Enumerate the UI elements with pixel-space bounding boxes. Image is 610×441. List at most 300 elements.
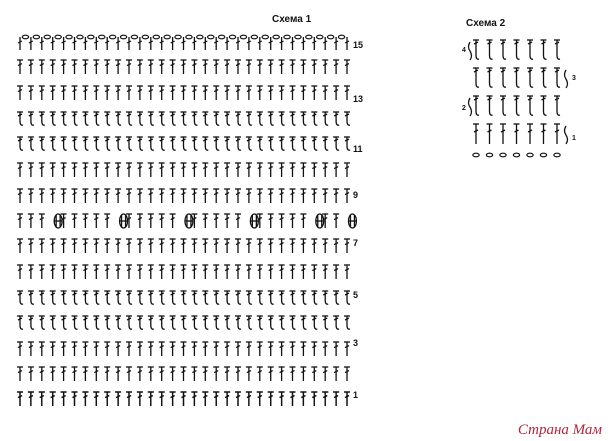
relief-stitch (554, 40, 560, 59)
relief-stitch (39, 291, 45, 304)
relief-stitch (61, 316, 67, 329)
dc-stitch (50, 189, 56, 203)
dc-stitch (50, 392, 56, 406)
dc-stitch (181, 342, 187, 356)
relief-stitch (191, 137, 197, 150)
relief-stitch (311, 112, 317, 125)
dc-stitch (257, 367, 263, 381)
dc-stitch (137, 86, 143, 100)
dc-stitch (246, 392, 252, 406)
relief-stitch (115, 291, 121, 304)
relief-stitch (126, 291, 132, 304)
dc-stitch (159, 342, 165, 356)
relief-stitch (235, 112, 241, 125)
relief-stitch (159, 112, 165, 125)
relief-stitch (344, 137, 350, 150)
dc-stitch (202, 392, 208, 406)
relief-stitch (202, 112, 208, 125)
dc-stitch (148, 342, 154, 356)
dc-stitch (213, 214, 219, 228)
dc-stitch (213, 189, 219, 203)
dc-stitch (322, 392, 328, 406)
relief-stitch (268, 316, 274, 329)
dc-stitch (279, 392, 285, 406)
row-label-13: 13 (353, 94, 364, 104)
relief-stitch (514, 68, 520, 87)
row-label-9: 9 (353, 190, 359, 200)
dc-stitch (126, 342, 132, 356)
dc-stitch (28, 239, 34, 253)
dc-stitch (344, 86, 350, 100)
chain-stitch (327, 35, 333, 39)
dc-stitch (170, 342, 176, 356)
dc-stitch (202, 342, 208, 356)
dc-stitch (224, 392, 230, 406)
dc-stitch (50, 239, 56, 253)
relief-stitch (279, 316, 285, 329)
dc-stitch (170, 214, 176, 228)
chain-stitch (44, 35, 50, 39)
dc-stitch (344, 239, 350, 253)
relief-stitch (290, 112, 296, 125)
relief-stitch (257, 137, 263, 150)
dc-stitch (93, 60, 99, 74)
relief-stitch (17, 316, 23, 329)
dc-stitch (137, 265, 143, 279)
relief-stitch (93, 316, 99, 329)
relief-stitch (137, 112, 143, 125)
dc-stitch (224, 342, 230, 356)
relief-stitch (257, 316, 263, 329)
dc-stitch (213, 60, 219, 74)
relief-stitch (115, 316, 121, 329)
dc-stitch (213, 239, 219, 253)
chain-stitch (77, 35, 83, 39)
relief-stitch (344, 316, 350, 329)
scheme-2-row-labels (462, 47, 576, 142)
relief-stitch (50, 316, 56, 329)
dc-stitch (17, 86, 23, 100)
dc-stitch (82, 163, 88, 177)
chain-stitch (229, 35, 235, 39)
relief-stitch (50, 291, 56, 304)
dc-stitch (126, 189, 132, 203)
dc-stitch (311, 367, 317, 381)
dc-stitch (181, 367, 187, 381)
dc-stitch (159, 189, 165, 203)
dc-stitch (181, 60, 187, 74)
dc-stitch (514, 124, 520, 144)
dc-stitch (246, 86, 252, 100)
dc-stitch (279, 189, 285, 203)
dc-stitch (181, 239, 187, 253)
dc-stitch (126, 239, 132, 253)
dc-stitch (93, 342, 99, 356)
dc-stitch (344, 392, 350, 406)
dc-stitch (115, 163, 121, 177)
dc-stitch (82, 86, 88, 100)
relief-stitch (311, 291, 317, 304)
dc-stitch (300, 392, 306, 406)
dc-stitch (257, 239, 263, 253)
dc-stitch (322, 239, 328, 253)
dc-stitch (554, 124, 560, 144)
dc-stitch (213, 392, 219, 406)
relief-stitch (333, 112, 339, 125)
dc-stitch (202, 214, 208, 228)
relief-stitch (213, 291, 219, 304)
dc-stitch (290, 189, 296, 203)
dc-stitch (50, 265, 56, 279)
dc-stitch (246, 189, 252, 203)
relief-stitch (235, 316, 241, 329)
relief-stitch (82, 316, 88, 329)
relief-stitch (93, 291, 99, 304)
relief-stitch (473, 40, 479, 59)
dc-stitch (39, 239, 45, 253)
dc-stitch (82, 214, 88, 228)
dc-stitch (126, 265, 132, 279)
dc-stitch (344, 367, 350, 381)
dc-stitch (279, 342, 285, 356)
relief-stitch (554, 68, 560, 87)
relief-stitch (514, 40, 520, 59)
relief-stitch (213, 112, 219, 125)
dc-stitch (500, 124, 506, 144)
dc-stitch (82, 239, 88, 253)
dc-stitch (115, 239, 121, 253)
dc-stitch (300, 60, 306, 74)
dc-stitch (104, 86, 110, 100)
dc-stitch (224, 367, 230, 381)
chain-stitch (540, 153, 546, 157)
dc-stitch (344, 189, 350, 203)
chain-stitch (66, 35, 72, 39)
relief-stitch (72, 112, 78, 125)
dc-stitch (311, 163, 317, 177)
relief-stitch (300, 137, 306, 150)
dc-stitch (61, 392, 67, 406)
relief-stitch (28, 316, 34, 329)
turning-chain (469, 98, 472, 116)
dc-stitch (148, 214, 154, 228)
relief-stitch (224, 316, 230, 329)
dc-stitch (311, 265, 317, 279)
dc-stitch (290, 163, 296, 177)
relief-stitch (104, 112, 110, 125)
dc-stitch (159, 60, 165, 74)
dc-stitch (246, 342, 252, 356)
dc-stitch (202, 189, 208, 203)
dc-stitch (93, 265, 99, 279)
chain-stitch (251, 35, 257, 39)
relief-stitch (300, 291, 306, 304)
dc-stitch (235, 214, 241, 228)
dc-stitch (344, 60, 350, 74)
chain-stitch (120, 35, 126, 39)
dc-stitch (268, 86, 274, 100)
dc-stitch (279, 265, 285, 279)
dc-stitch (300, 239, 306, 253)
scheme-1-title: Схема 1 (272, 14, 312, 25)
dc-stitch (93, 392, 99, 406)
dc-stitch (104, 342, 110, 356)
bobble-stitch (348, 214, 356, 228)
chain-stitch (33, 35, 39, 39)
dc-stitch (137, 392, 143, 406)
dc-stitch (17, 60, 23, 74)
relief-stitch (159, 291, 165, 304)
dc-stitch (148, 392, 154, 406)
dc-stitch (159, 214, 165, 228)
dc-stitch (290, 239, 296, 253)
relief-stitch (50, 112, 56, 125)
relief-stitch (322, 112, 328, 125)
dc-stitch (115, 342, 121, 356)
dc-stitch (235, 189, 241, 203)
dc-stitch (333, 342, 339, 356)
relief-stitch (541, 68, 547, 87)
relief-stitch (159, 316, 165, 329)
relief-stitch (514, 96, 520, 115)
relief-stitch (181, 291, 187, 304)
dc-stitch (224, 239, 230, 253)
relief-stitch (257, 112, 263, 125)
relief-stitch (115, 137, 121, 150)
chain-stitch (22, 35, 28, 39)
relief-stitch (28, 291, 34, 304)
dc-stitch (322, 163, 328, 177)
relief-stitch (148, 137, 154, 150)
dc-stitch (235, 342, 241, 356)
dc-stitch (322, 367, 328, 381)
chain-stitch (284, 35, 290, 39)
chain-stitch (306, 35, 312, 39)
dc-stitch (104, 189, 110, 203)
chain-stitch (109, 35, 115, 39)
dc-stitch (170, 189, 176, 203)
dc-stitch (290, 86, 296, 100)
dc-stitch (300, 86, 306, 100)
chain-stitch (500, 153, 506, 157)
dc-stitch (39, 342, 45, 356)
dc-stitch (28, 60, 34, 74)
relief-stitch (72, 316, 78, 329)
dc-stitch (159, 392, 165, 406)
relief-stitch (104, 291, 110, 304)
relief-stitch (181, 316, 187, 329)
bobble-stitch (316, 214, 324, 228)
dc-stitch (246, 163, 252, 177)
chain-stitch (317, 35, 323, 39)
relief-stitch (170, 291, 176, 304)
dc-stitch (159, 163, 165, 177)
relief-stitch (333, 291, 339, 304)
dc-stitch (202, 367, 208, 381)
dc-stitch (17, 163, 23, 177)
dc-stitch (82, 60, 88, 74)
dc-stitch (202, 60, 208, 74)
relief-stitch (82, 137, 88, 150)
relief-stitch (246, 291, 252, 304)
dc-stitch (181, 86, 187, 100)
bobble-stitch (250, 214, 258, 228)
dc-stitch (170, 60, 176, 74)
relief-stitch (290, 137, 296, 150)
relief-stitch (311, 137, 317, 150)
dc-stitch (170, 392, 176, 406)
relief-stitch (115, 112, 121, 125)
dc-stitch (257, 86, 263, 100)
relief-stitch (191, 112, 197, 125)
row-label-5: 5 (353, 290, 359, 300)
dc-stitch (72, 214, 78, 228)
dc-stitch (39, 163, 45, 177)
dc-stitch (246, 60, 252, 74)
relief-stitch (104, 316, 110, 329)
dc-stitch (104, 163, 110, 177)
dc-stitch (224, 163, 230, 177)
dc-stitch (333, 392, 339, 406)
dc-stitch (202, 265, 208, 279)
dc-stitch (28, 392, 34, 406)
row-label-15: 15 (353, 40, 364, 50)
dc-stitch (115, 392, 121, 406)
dc-stitch (61, 265, 67, 279)
relief-stitch (126, 112, 132, 125)
dc-stitch (279, 60, 285, 74)
relief-stitch (500, 96, 506, 115)
dc-stitch (213, 367, 219, 381)
relief-stitch (181, 137, 187, 150)
dc-stitch (191, 367, 197, 381)
relief-stitch (268, 112, 274, 125)
relief-stitch (541, 96, 547, 115)
dc-stitch (181, 265, 187, 279)
dc-stitch (279, 239, 285, 253)
dc-stitch (224, 214, 230, 228)
dc-stitch (104, 367, 110, 381)
dc-stitch (322, 265, 328, 279)
dc-stitch (82, 342, 88, 356)
dc-stitch (148, 239, 154, 253)
relief-stitch (487, 40, 493, 59)
dc-stitch (17, 392, 23, 406)
dc-stitch (115, 86, 121, 100)
dc-stitch (290, 265, 296, 279)
relief-stitch (17, 137, 23, 150)
chain-stitch (240, 35, 246, 39)
dc-stitch (235, 163, 241, 177)
relief-stitch (39, 112, 45, 125)
dc-stitch (333, 214, 339, 228)
relief-stitch (527, 40, 533, 59)
turning-chain (469, 42, 472, 60)
dc-stitch (137, 342, 143, 356)
row-label-1: 1 (353, 390, 359, 400)
dc-stitch (235, 239, 241, 253)
relief-stitch (487, 96, 493, 115)
relief-stitch (257, 291, 263, 304)
dc-stitch (148, 86, 154, 100)
dc-stitch (333, 60, 339, 74)
dc-stitch (148, 189, 154, 203)
dc-stitch (159, 367, 165, 381)
dc-stitch (72, 392, 78, 406)
dc-stitch (333, 265, 339, 279)
dc-stitch (72, 239, 78, 253)
dc-stitch (137, 367, 143, 381)
dc-stitch (170, 86, 176, 100)
dc-stitch (39, 265, 45, 279)
chain-stitch (554, 153, 560, 157)
dc-stitch (137, 214, 143, 228)
relief-stitch (213, 137, 219, 150)
dc-stitch (39, 367, 45, 381)
dc-stitch (213, 163, 219, 177)
relief-stitch (344, 291, 350, 304)
relief-stitch (104, 137, 110, 150)
dc-stitch (191, 86, 197, 100)
dc-stitch (104, 60, 110, 74)
relief-stitch (61, 137, 67, 150)
dc-stitch (72, 342, 78, 356)
relief-stitch (246, 316, 252, 329)
dc-stitch (279, 367, 285, 381)
dc-stitch (82, 392, 88, 406)
dc-stitch (322, 86, 328, 100)
relief-stitch (290, 316, 296, 329)
dc-stitch (126, 392, 132, 406)
dc-stitch (257, 265, 263, 279)
dc-stitch (290, 342, 296, 356)
relief-stitch (473, 68, 479, 87)
relief-stitch (191, 316, 197, 329)
relief-stitch (554, 96, 560, 115)
turning-chain (565, 126, 568, 144)
dc-stitch (487, 124, 493, 144)
dc-stitch (61, 60, 67, 74)
dc-stitch (17, 214, 23, 228)
dc-stitch (115, 60, 121, 74)
dc-stitch (39, 86, 45, 100)
dc-stitch (50, 86, 56, 100)
dc-stitch (300, 367, 306, 381)
dc-stitch (148, 367, 154, 381)
dc-stitch (39, 214, 45, 228)
dc-stitch (104, 214, 110, 228)
dc-stitch (126, 86, 132, 100)
relief-stitch (137, 137, 143, 150)
relief-stitch (344, 112, 350, 125)
chain-stitch (208, 35, 214, 39)
chain-stitch (175, 35, 181, 39)
dc-stitch (333, 239, 339, 253)
relief-stitch (268, 291, 274, 304)
dc-stitch (224, 60, 230, 74)
relief-stitch (322, 291, 328, 304)
dc-stitch (148, 265, 154, 279)
relief-stitch (279, 112, 285, 125)
dc-stitch (279, 163, 285, 177)
relief-stitch (268, 137, 274, 150)
scheme-2-grid (469, 40, 568, 157)
dc-stitch (246, 265, 252, 279)
dc-stitch (527, 124, 533, 144)
dc-stitch (50, 342, 56, 356)
dc-stitch (290, 60, 296, 74)
dc-stitch (290, 392, 296, 406)
